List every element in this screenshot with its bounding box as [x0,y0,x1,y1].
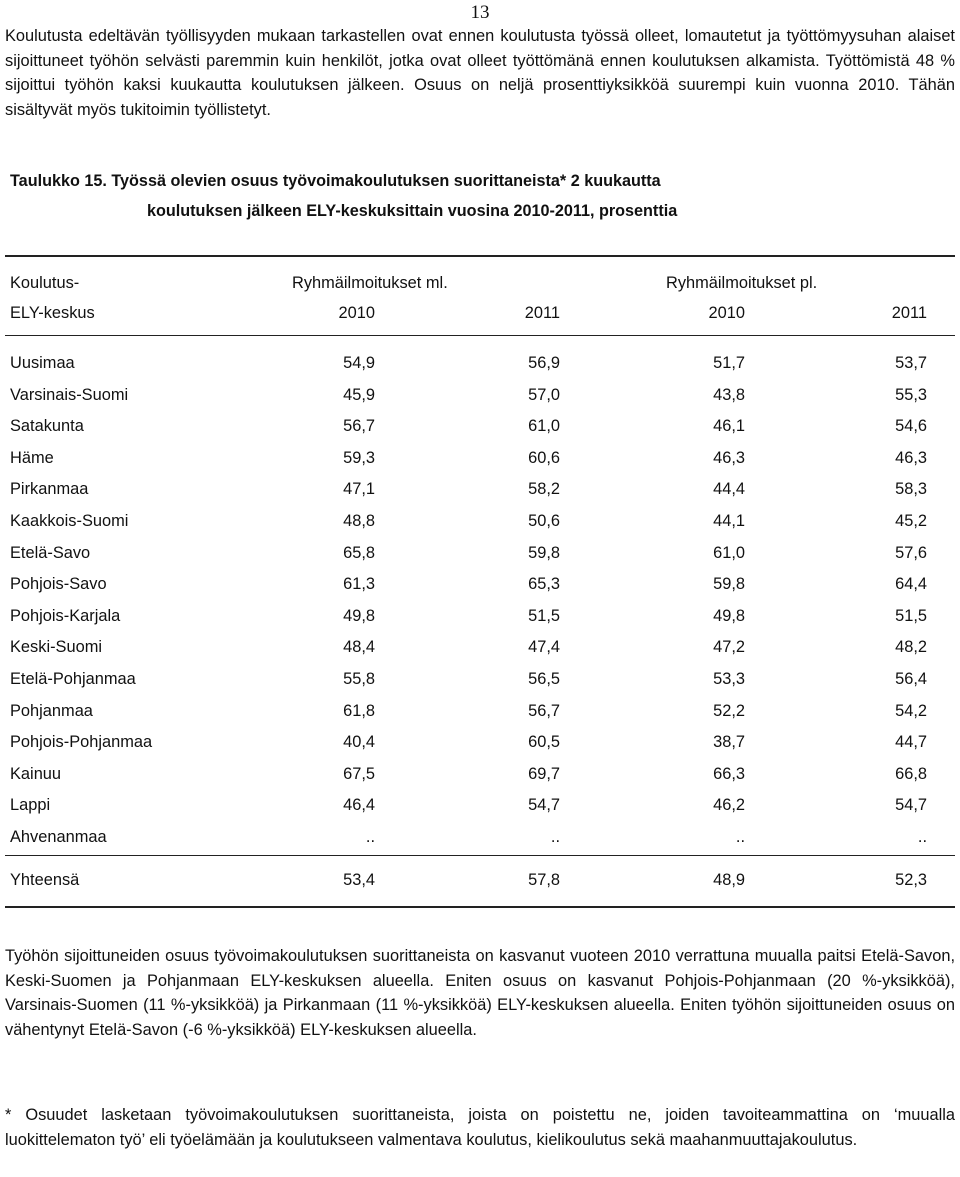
row-value: 57,6 [895,543,927,562]
row-label: Kaakkois-Suomi [10,512,129,530]
header-rule [5,335,955,336]
row-value: .. [365,828,375,846]
row-value: 56,7 [343,417,375,436]
table-row [0,637,960,657]
row-value: 54,7 [528,796,560,815]
header-year: 2011 [524,304,560,322]
row-label: Varsinais-Suomi [10,385,129,404]
row-value: 58,2 [528,480,560,499]
row-value: 44,1 [713,512,745,530]
row-value: 61,3 [343,575,375,594]
row-value: 56,7 [528,701,560,720]
intro-paragraph: Koulutusta edeltävän työllisyyden mukaan tarkastellen ovat ennen koulutusta työssä olleet, lomautetut ja työttömyysuhan alaiset sijoittuneet työhön selvästi paremmin kuin henkilöt, jotka ovat olleet työttömänä ennen koulutuksen alkamista. Työttömistä 48 % sijoittui työhön kaksi kuukautta koulutuksen jälkeen. Osuus on neljä prosenttiyksikköä suurempi kuin vuonna 2010. Tähän sisältyvät myös tukitoimin työllistetyt. [5,27,955,119]
row-label: Pohjois-Pohjanmaa [10,733,153,752]
header-year: 2010 [708,304,745,322]
table-row [0,385,960,405]
row-value: 46,2 [713,796,745,815]
row-label: Etelä-Pohjanmaa [10,670,136,688]
row-value: 49,8 [713,606,745,625]
row-value: 59,3 [343,448,375,467]
table-row [0,543,960,563]
header-year: 2010 [338,304,375,322]
row-label: Lappi [10,796,51,815]
row-value: 66,3 [713,764,745,783]
table-total-row [0,870,960,890]
table-row [0,795,960,815]
total-value: 57,8 [528,871,560,889]
row-value: 45,2 [895,512,927,530]
row-label: Keski-Suomi [10,638,102,657]
row-value: 47,2 [713,638,745,657]
row-value: 64,4 [895,575,927,594]
table-top-rule [5,255,955,257]
row-value: 65,3 [528,575,560,594]
header-years-row [0,303,960,323]
row-value: 43,8 [713,385,745,404]
row-label: Pohjanmaa [10,701,93,720]
table-row [0,574,960,594]
table-bottom-rule [5,906,955,908]
row-value: 38,7 [713,733,745,752]
row-value: 48,2 [895,638,927,657]
total-value: 52,3 [895,871,927,889]
footnote: * Osuudet lasketaan työvoimakoulutuksen suorittaneista, joista on poistettu ne, joiden tavoiteammattina on ‘muualla luokittelematon työ’ eli työelämään ja koulutukseen valmentava koulutus, kielikoulutus sekä maahanmuuttajakoulutus. [5,1106,955,1149]
table-row [0,764,960,784]
row-value: 57,0 [528,385,560,404]
row-value: 47,1 [343,480,375,499]
table-caption-label: Taulukko 15. [10,172,107,190]
header-col0-line1: Koulutus- [10,274,80,292]
row-value: 46,3 [895,448,927,467]
row-label: Pohjois-Karjala [10,606,121,625]
total-value: 53,4 [343,871,375,889]
row-value: 53,3 [713,670,745,688]
row-value: 69,7 [528,764,560,783]
row-label: Pirkanmaa [10,480,89,499]
row-value: 61,0 [528,417,560,436]
row-label: Pohjois-Savo [10,575,107,594]
row-label: Uusimaa [10,354,75,372]
row-label: Häme [10,448,54,467]
row-value: 46,3 [713,448,745,467]
row-value: 48,8 [343,512,375,530]
page-number: 13 [470,2,490,23]
total-value: 48,9 [713,871,745,889]
row-value: 61,8 [343,701,375,720]
header-col0-line2: ELY-keskus [10,304,95,322]
table-row [0,732,960,752]
row-value: .. [735,828,745,846]
header-group-excl: Ryhmäilmoitukset pl. [666,274,818,292]
row-value: 52,2 [713,701,745,720]
row-value: 44,4 [713,480,745,499]
row-value: 67,5 [343,764,375,783]
row-value: 54,9 [343,354,375,372]
row-value: 53,7 [895,354,927,372]
row-label: Etelä-Savo [10,543,91,562]
row-label: Ahvenanmaa [10,828,107,846]
table-row [0,448,960,468]
header-group-incl: Ryhmäilmoitukset ml. [292,274,448,292]
header-year: 2011 [891,304,927,322]
row-value: 59,8 [713,575,745,594]
table-row [0,353,960,373]
row-value: 44,7 [895,733,927,752]
row-value: 60,6 [528,448,560,467]
row-value: 56,9 [528,354,560,372]
table-row [0,827,960,847]
row-value: 65,8 [343,543,375,562]
row-value: 60,5 [528,733,560,752]
table-caption-line1 [10,166,950,196]
row-value: 54,7 [895,796,927,815]
table-row [0,479,960,499]
total-label: Yhteensä [10,871,80,889]
row-label: Kainuu [10,764,62,783]
row-value: 47,4 [528,638,560,657]
row-value: .. [550,828,560,846]
table-row [0,701,960,721]
row-value: 59,8 [528,543,560,562]
row-value: 61,0 [713,543,745,562]
table-row [0,669,960,689]
row-value: 58,3 [895,480,927,499]
row-value: 50,6 [528,512,560,530]
row-value: 56,5 [528,670,560,688]
table-row [0,511,960,531]
row-value: 55,3 [895,385,927,404]
table-caption-line2: koulutuksen jälkeen ELY-keskuksittain vuosina 2010-2011, prosenttia [147,202,678,220]
analysis-paragraph: Työhön sijoittuneiden osuus työvoimakoulutuksen suorittaneista on kasvanut vuoteen 2010 verrattuna muualla paitsi Etelä-Savon, Keski-Suomen ja Pohjanmaan ELY-keskuksen alueella. Eniten osuus on kasvanut Pohjois-Pohjanmaan (20 %-yksikköä), Varsinais-Suomen (11 %-yksikköä) ja Pirkanmaan (11 %-yksikköä) ELY-keskuksen alueella. Eniten työhön sijoittuneiden osuus on vähentynyt Etelä-Savon (-6 %-yksikköä) ELY-keskuksen alueella. [5,947,955,1039]
row-value: 45,9 [343,385,375,404]
row-value: 40,4 [343,733,375,752]
row-value: 54,2 [895,701,927,720]
table-caption [10,166,950,226]
row-value: .. [917,828,927,846]
row-value: 51,7 [713,354,745,372]
row-value: 55,8 [343,670,375,688]
row-value: 49,8 [343,606,375,625]
table-row [0,416,960,436]
row-value: 48,4 [343,638,375,657]
total-rule [5,855,955,856]
row-value: 51,5 [528,606,560,625]
table-row [0,606,960,626]
table-caption-title: Työssä olevien osuus työvoimakoulutuksen suorittaneista* 2 kuukautta [111,172,661,190]
row-value: 51,5 [895,606,927,625]
row-value: 54,6 [895,417,927,436]
row-value: 46,4 [343,796,375,815]
row-label: Satakunta [10,417,84,436]
row-value: 56,4 [895,670,927,688]
row-value: 46,1 [713,417,745,436]
row-value: 66,8 [895,764,927,783]
